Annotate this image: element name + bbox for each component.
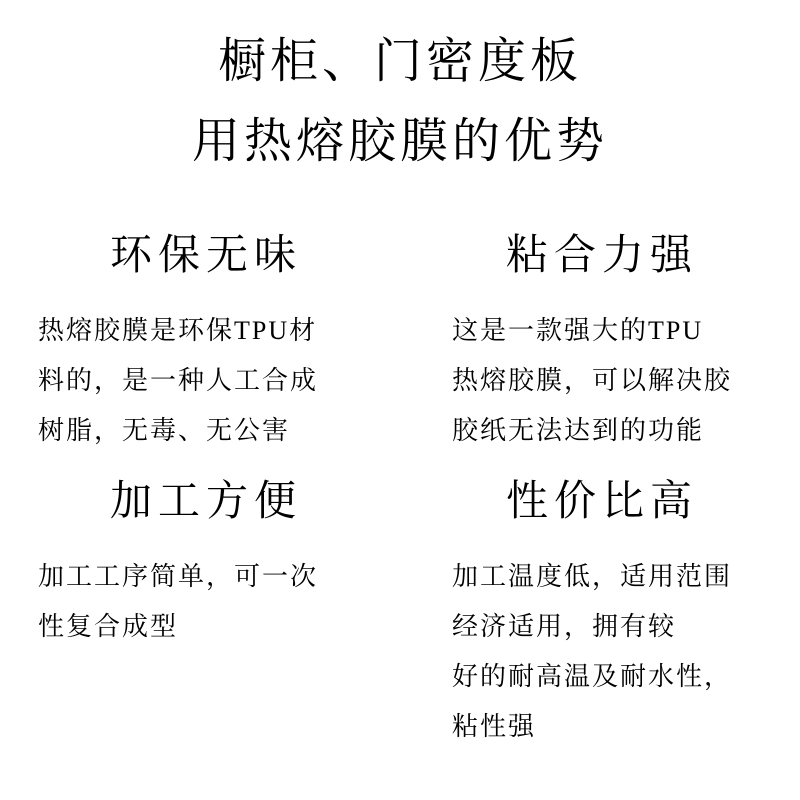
section-eco-friendly-heading: 环保无味 xyxy=(109,233,302,279)
section-eco-friendly xyxy=(38,230,374,456)
section-cost-effective xyxy=(452,476,752,752)
section-cost-effective-heading: 性价比高 xyxy=(505,479,698,525)
page-title-line-2: 用热熔胶膜的优势 xyxy=(191,115,608,168)
section-cost-effective-body xyxy=(452,552,752,752)
page-title xyxy=(0,22,800,182)
section-easy-processing-body xyxy=(38,552,374,652)
body-line: 这是一款强大的TPU xyxy=(452,316,704,345)
body-line: 热熔胶膜是环保TPU材 xyxy=(38,316,318,345)
section-strong-adhesion-body xyxy=(452,306,752,456)
body-line: 性复合成型 xyxy=(38,612,179,641)
body-line: 热熔胶膜，可以解决胶 xyxy=(452,366,733,395)
body-line: 料的，是一种人工合成 xyxy=(38,366,319,395)
body-line: 经济适用，拥有较 xyxy=(452,612,677,641)
body-line: 好的耐高温及耐水性， xyxy=(452,662,733,691)
page-title-line-1: 橱柜、门密度板 xyxy=(217,35,582,88)
body-line: 加工温度低，适用范围 xyxy=(452,562,733,591)
section-easy-processing-heading: 加工方便 xyxy=(109,479,302,525)
section-strong-adhesion xyxy=(452,230,752,456)
section-easy-processing xyxy=(38,476,374,652)
section-eco-friendly-body xyxy=(38,306,374,456)
section-strong-adhesion-heading: 粘合力强 xyxy=(505,233,698,279)
body-line: 胶纸无法达到的功能 xyxy=(452,416,705,445)
body-line: 粘性强 xyxy=(452,712,537,741)
body-line: 加工工序简单，可一次 xyxy=(38,562,319,591)
body-line: 树脂，无毒、无公害 xyxy=(38,416,291,445)
